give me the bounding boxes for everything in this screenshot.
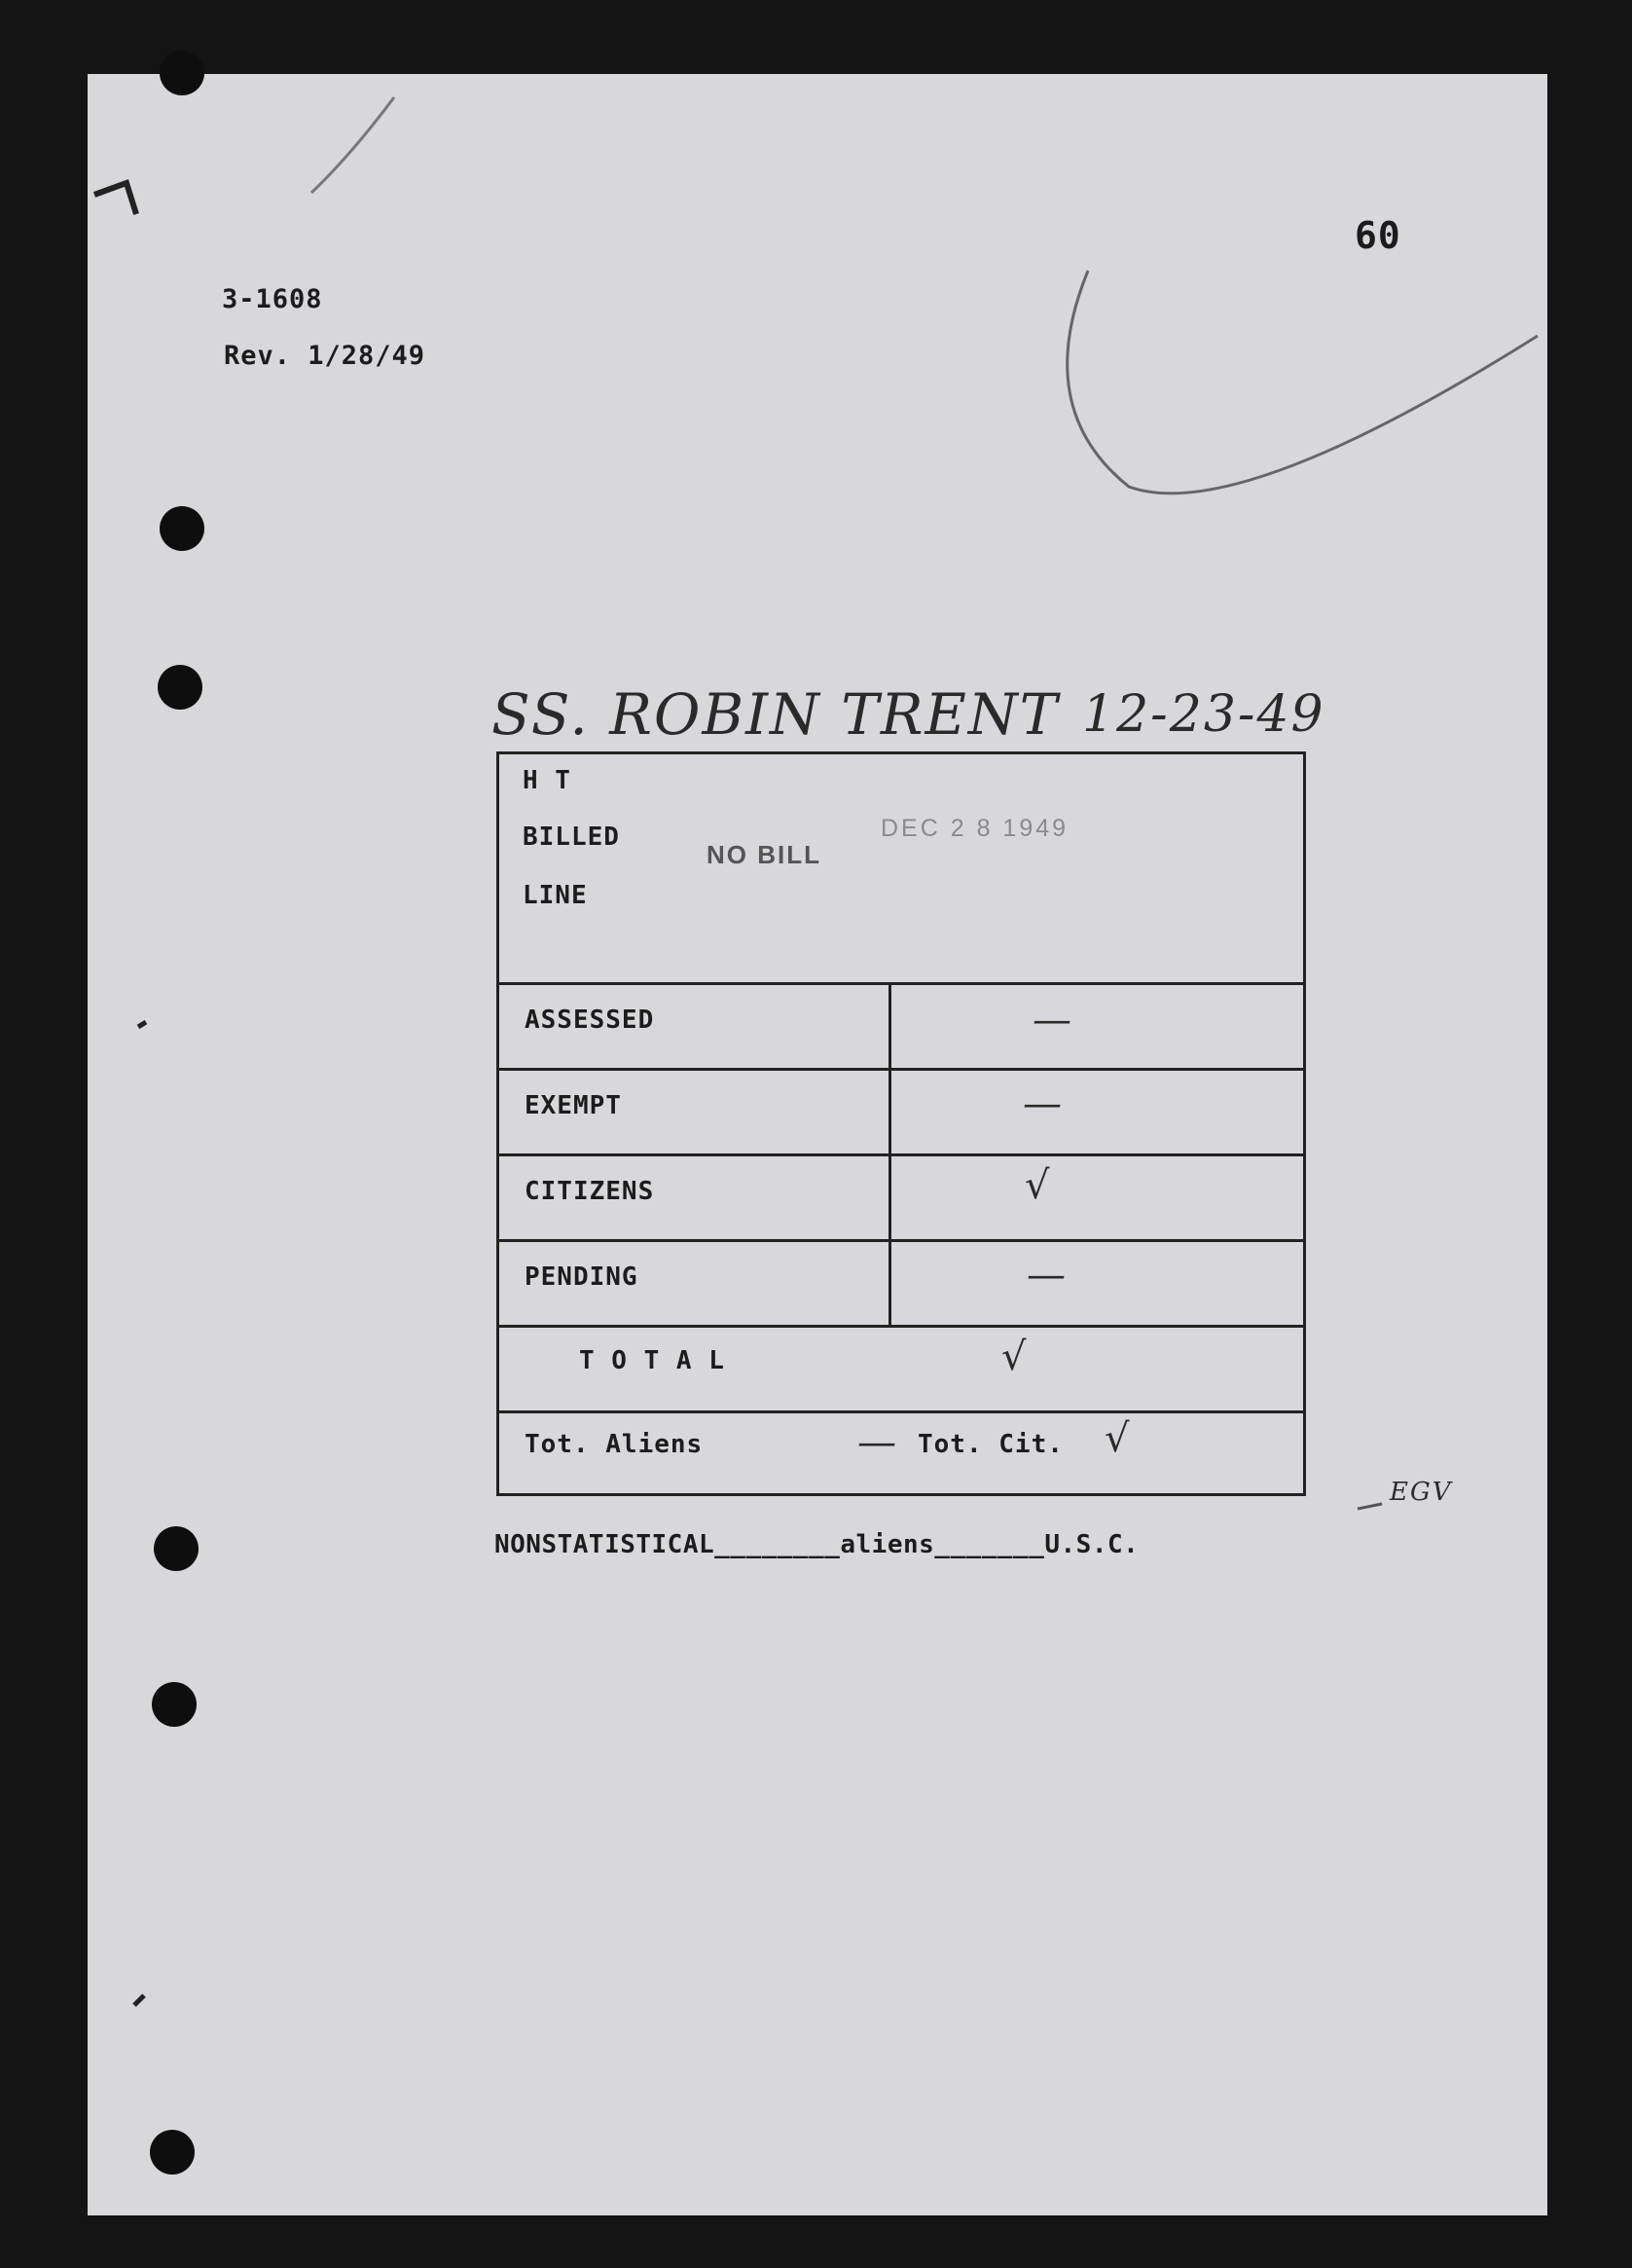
row-divider — [499, 1153, 1303, 1156]
revision-date: Rev. 1/28/49 — [224, 341, 426, 371]
date-stamp: DEC 2 8 1949 — [881, 815, 1070, 842]
total-mark: √ — [1001, 1335, 1027, 1379]
tot-cit-label: Tot. Cit. — [918, 1430, 1064, 1459]
nonstatistical-line: NONSTATISTICAL________aliens_______U.S.C. — [494, 1530, 1140, 1559]
ht-label: H T — [523, 766, 571, 795]
assessed-mark: — — [1033, 998, 1071, 1043]
row-divider — [499, 1239, 1303, 1242]
form-number: 3-1608 — [222, 284, 323, 314]
tot-aliens-label: Tot. Aliens — [525, 1430, 704, 1459]
total-label: T O T A L — [579, 1346, 725, 1375]
pending-mark: — — [1027, 1253, 1066, 1298]
pending-label: PENDING — [525, 1262, 638, 1292]
ship-name: SS. ROBIN TRENT — [491, 681, 1060, 748]
billed-label: BILLED — [523, 823, 620, 852]
row-divider — [499, 1068, 1303, 1071]
margin-initials: EGV — [1390, 1478, 1453, 1507]
row-divider — [499, 982, 1303, 985]
page-number: 60 — [1355, 214, 1401, 257]
line-label: LINE — [523, 881, 588, 910]
assessed-label: ASSESSED — [525, 1006, 655, 1035]
citizens-label: CITIZENS — [525, 1177, 655, 1206]
exempt-mark: — — [1023, 1081, 1062, 1126]
column-divider — [889, 982, 891, 1328]
no-bill-stamp: NO BILL — [707, 840, 821, 869]
row-divider — [499, 1410, 1303, 1413]
citizens-mark: √ — [1025, 1163, 1050, 1208]
exempt-label: EXEMPT — [525, 1091, 622, 1120]
handwritten-date: 12-23-49 — [1082, 685, 1325, 744]
tot-aliens-mark: — — [857, 1420, 896, 1465]
tot-cit-mark: √ — [1105, 1416, 1130, 1461]
statistics-table — [496, 751, 1306, 1496]
row-divider — [499, 1325, 1303, 1328]
